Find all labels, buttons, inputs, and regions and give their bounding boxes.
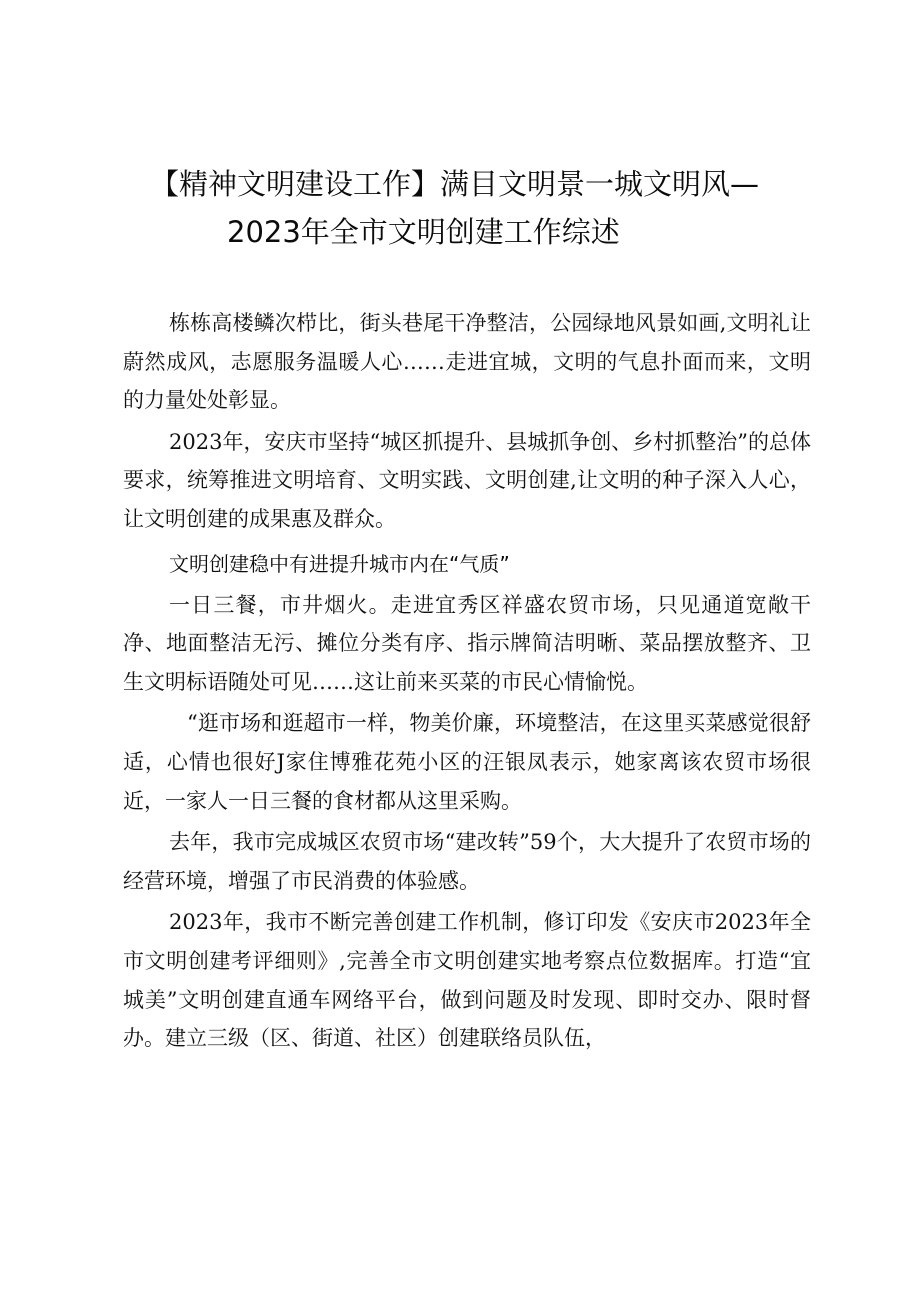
paragraph-intro: 栋栋高楼鳞次栉比，街头巷尾干净整洁，公园绿地风景如画,文明礼让蔚然成风，志愿服务温暖人心……走进宜城，文明的气息扑面而来，文明的力量处处彰显。 [123,311,811,413]
title-line-2: 2023年全市文明创建工作综述 [227,215,620,249]
paragraph-market: 一日三餐，市井烟火。走进宜秀区祥盛农贸市场，只见通道宽敞干净、地面整洁无污、摊位分类有序、指示牌简洁明晰、菜品摆放整齐、卫生文明标语随处可见……这让前来买菜的市民心情愉悦。 [123,592,811,694]
paragraph-mechanism: 2023年，我市不断完善创建工作机制，修订印发《安庆市2023年全市文明创建考评细则》,完善全市文明创建实地考察点位数据库。打造“宜城美”文明创建直通车网络平台，做到问题及时发现、即时交办、限时督办。建立三级（区、街道、社区）创建联络员队伍， [123,910,811,1051]
document-title [150,160,800,256]
title-line-1: 【精神文明建设工作】满目文明景一城文明风— [150,167,760,201]
paragraph-overview: 2023年，安庆市坚持“城区抓提升、县城抓争创、乡村抓整治”的总体要求，统筹推进文明培育、文明实践、文明创建,让文明的种子深入人心，让文明创建的成果惠及群众。 [123,429,811,531]
section-heading: 文明创建稳中有进提升城市内在“气质” [169,551,510,576]
paragraph-quote: “逛市场和逛超市一样，物美价廉，环境整洁，在这里买菜感觉很舒适，心情也很好J家住博雅花苑小区的汪银凤表示，她家离该农贸市场很近，一家人一日三餐的食材都从这里采购。 [123,711,811,813]
paragraph-renovation: 去年，我市完成城区农贸市场“建改转”59个，大大提升了农贸市场的经营环境，增强了市民消费的体验感。 [123,830,811,893]
document-body [123,304,811,1061]
